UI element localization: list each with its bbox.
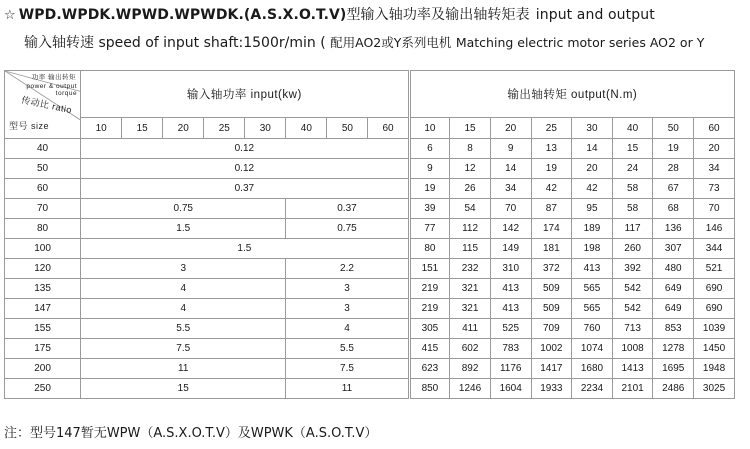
output-torque-cell: 602 bbox=[450, 339, 491, 359]
table-row bbox=[5, 339, 735, 359]
title-models: WPD.WPDK.WPWD.WPWDK.(A.S.X.O.T.V) bbox=[18, 7, 347, 23]
ratio-out-25: 25 bbox=[531, 118, 572, 139]
star-icon: ☆ bbox=[4, 8, 16, 23]
output-torque-cell: 344 bbox=[694, 239, 735, 259]
output-torque-cell: 117 bbox=[612, 219, 653, 239]
subtitle-paren-en: Matching electric motor series AO2 or Y bbox=[455, 35, 705, 50]
output-torque-cell: 142 bbox=[490, 219, 531, 239]
ratio-in-60: 60 bbox=[368, 118, 409, 139]
output-torque-cell: 1246 bbox=[450, 379, 491, 399]
ratio-in-20: 20 bbox=[163, 118, 204, 139]
ratio-out-60: 60 bbox=[694, 118, 735, 139]
input-power-cell: 1.5 bbox=[81, 239, 409, 259]
output-torque-cell: 68 bbox=[653, 199, 694, 219]
output-torque-cell: 623 bbox=[409, 359, 450, 379]
power-torque-table bbox=[4, 70, 735, 399]
input-power-cell: 4 bbox=[81, 279, 286, 299]
ratio-out-40: 40 bbox=[612, 118, 653, 139]
output-torque-cell: 20 bbox=[572, 159, 613, 179]
output-torque-cell: 3025 bbox=[694, 379, 735, 399]
size-cell: 147 bbox=[5, 299, 81, 319]
output-torque-cell: 892 bbox=[450, 359, 491, 379]
output-torque-cell: 521 bbox=[694, 259, 735, 279]
output-torque-cell: 713 bbox=[612, 319, 653, 339]
input-power-cell: 4 bbox=[286, 319, 409, 339]
output-torque-cell: 42 bbox=[572, 179, 613, 199]
output-torque-cell: 14 bbox=[572, 139, 613, 159]
output-torque-cell: 115 bbox=[450, 239, 491, 259]
corner-power-cn: 功率 输出转矩 bbox=[31, 74, 77, 81]
output-torque-cell: 321 bbox=[450, 279, 491, 299]
output-torque-cell: 67 bbox=[653, 179, 694, 199]
output-torque-cell: 565 bbox=[572, 279, 613, 299]
input-power-cell: 5.5 bbox=[286, 339, 409, 359]
output-torque-cell: 1680 bbox=[572, 359, 613, 379]
table-row bbox=[5, 199, 735, 219]
title-cn: 型输入轴功率及输出轴转矩表 bbox=[346, 7, 530, 23]
output-torque-cell: 1604 bbox=[490, 379, 531, 399]
output-torque-cell: 260 bbox=[612, 239, 653, 259]
output-torque-cell: 19 bbox=[531, 159, 572, 179]
output-torque-cell: 34 bbox=[694, 159, 735, 179]
output-torque-cell: 509 bbox=[531, 299, 572, 319]
ratio-out-30: 30 bbox=[572, 118, 613, 139]
output-torque-cell: 151 bbox=[409, 259, 450, 279]
output-torque-cell: 13 bbox=[531, 139, 572, 159]
input-power-cell: 3 bbox=[286, 299, 409, 319]
output-torque-cell: 42 bbox=[531, 179, 572, 199]
table-row bbox=[5, 159, 735, 179]
output-torque-cell: 24 bbox=[612, 159, 653, 179]
input-power-cell: 7.5 bbox=[81, 339, 286, 359]
output-torque-cell: 1002 bbox=[531, 339, 572, 359]
size-cell: 155 bbox=[5, 319, 81, 339]
output-torque-cell: 70 bbox=[490, 199, 531, 219]
output-torque-cell: 1008 bbox=[612, 339, 653, 359]
input-power-cell: 3 bbox=[286, 279, 409, 299]
output-torque-cell: 850 bbox=[409, 379, 450, 399]
input-power-header: 输入轴功率 input(kw) bbox=[81, 71, 409, 118]
output-torque-cell: 9 bbox=[409, 159, 450, 179]
ratio-in-10: 10 bbox=[81, 118, 122, 139]
output-torque-cell: 565 bbox=[572, 299, 613, 319]
output-torque-cell: 87 bbox=[531, 199, 572, 219]
output-torque-cell: 95 bbox=[572, 199, 613, 219]
table-row bbox=[5, 259, 735, 279]
output-torque-cell: 480 bbox=[653, 259, 694, 279]
footnote: 注：型号147暂无WPW（A.S.X.O.T.V）及WPWK（A.S.O.T.V） bbox=[4, 426, 378, 441]
table-row bbox=[5, 279, 735, 299]
output-torque-cell: 2101 bbox=[612, 379, 653, 399]
output-torque-cell: 305 bbox=[409, 319, 450, 339]
output-torque-cell: 58 bbox=[612, 199, 653, 219]
output-torque-cell: 77 bbox=[409, 219, 450, 239]
corner-power-en: power & output torque bbox=[26, 83, 78, 97]
output-torque-cell: 542 bbox=[612, 279, 653, 299]
output-torque-cell: 307 bbox=[653, 239, 694, 259]
table-row bbox=[5, 179, 735, 199]
output-torque-cell: 112 bbox=[450, 219, 491, 239]
ratio-out-20: 20 bbox=[490, 118, 531, 139]
input-power-cell: 11 bbox=[81, 359, 286, 379]
output-torque-cell: 392 bbox=[612, 259, 653, 279]
size-cell: 80 bbox=[5, 219, 81, 239]
input-power-cell: 4 bbox=[81, 299, 286, 319]
table-corner-header bbox=[5, 71, 81, 139]
output-torque-cell: 853 bbox=[653, 319, 694, 339]
input-power-cell: 7.5 bbox=[286, 359, 409, 379]
output-torque-cell: 709 bbox=[531, 319, 572, 339]
table-row bbox=[5, 319, 735, 339]
size-cell: 120 bbox=[5, 259, 81, 279]
subtitle-cn: 输入轴转速 bbox=[24, 35, 94, 51]
ratio-out-50: 50 bbox=[653, 118, 694, 139]
output-torque-cell: 174 bbox=[531, 219, 572, 239]
output-torque-cell: 136 bbox=[653, 219, 694, 239]
output-torque-cell: 6 bbox=[409, 139, 450, 159]
input-power-cell: 11 bbox=[286, 379, 409, 399]
input-power-cell: 2.2 bbox=[286, 259, 409, 279]
table-row bbox=[5, 239, 735, 259]
output-torque-cell: 411 bbox=[450, 319, 491, 339]
output-torque-cell: 1039 bbox=[694, 319, 735, 339]
output-torque-cell: 649 bbox=[653, 299, 694, 319]
size-cell: 100 bbox=[5, 239, 81, 259]
input-power-cell: 0.75 bbox=[81, 199, 286, 219]
output-torque-cell: 413 bbox=[490, 299, 531, 319]
output-torque-cell: 413 bbox=[572, 259, 613, 279]
output-torque-cell: 80 bbox=[409, 239, 450, 259]
output-torque-cell: 34 bbox=[490, 179, 531, 199]
input-power-cell: 15 bbox=[81, 379, 286, 399]
output-torque-cell: 12 bbox=[450, 159, 491, 179]
output-torque-cell: 783 bbox=[490, 339, 531, 359]
input-power-cell: 0.75 bbox=[286, 219, 409, 239]
size-cell: 60 bbox=[5, 179, 81, 199]
output-torque-cell: 146 bbox=[694, 219, 735, 239]
output-torque-cell: 28 bbox=[653, 159, 694, 179]
table-row bbox=[5, 139, 735, 159]
output-torque-cell: 509 bbox=[531, 279, 572, 299]
output-torque-cell: 690 bbox=[694, 279, 735, 299]
size-cell: 175 bbox=[5, 339, 81, 359]
output-torque-cell: 9 bbox=[490, 139, 531, 159]
output-torque-cell: 1074 bbox=[572, 339, 613, 359]
output-torque-cell: 1278 bbox=[653, 339, 694, 359]
output-torque-cell: 39 bbox=[409, 199, 450, 219]
table-row bbox=[5, 219, 735, 239]
output-torque-cell: 1695 bbox=[653, 359, 694, 379]
output-torque-cell: 1933 bbox=[531, 379, 572, 399]
subtitle bbox=[24, 32, 704, 52]
corner-ratio: 传动比 ratio bbox=[20, 94, 73, 116]
output-torque-cell: 58 bbox=[612, 179, 653, 199]
size-cell: 70 bbox=[5, 199, 81, 219]
output-torque-cell: 70 bbox=[694, 199, 735, 219]
output-torque-cell: 649 bbox=[653, 279, 694, 299]
output-torque-cell: 310 bbox=[490, 259, 531, 279]
output-torque-cell: 1948 bbox=[694, 359, 735, 379]
ratio-in-50: 50 bbox=[327, 118, 368, 139]
output-torque-cell: 219 bbox=[409, 279, 450, 299]
corner-size: 型号 size bbox=[9, 121, 50, 131]
output-torque-cell: 189 bbox=[572, 219, 613, 239]
output-torque-cell: 232 bbox=[450, 259, 491, 279]
output-torque-cell: 2486 bbox=[653, 379, 694, 399]
output-torque-cell: 19 bbox=[409, 179, 450, 199]
output-torque-cell: 413 bbox=[490, 279, 531, 299]
output-torque-cell: 8 bbox=[450, 139, 491, 159]
output-torque-cell: 321 bbox=[450, 299, 491, 319]
output-torque-cell: 1450 bbox=[694, 339, 735, 359]
output-torque-cell: 2234 bbox=[572, 379, 613, 399]
output-torque-cell: 690 bbox=[694, 299, 735, 319]
subtitle-paren-cn: 配用AO2或Y系列电机 bbox=[330, 35, 452, 50]
output-torque-cell: 198 bbox=[572, 239, 613, 259]
ratio-in-30: 30 bbox=[245, 118, 286, 139]
output-torque-cell: 73 bbox=[694, 179, 735, 199]
output-torque-header: 输出轴转矩 output(N.m) bbox=[409, 71, 734, 118]
table-body bbox=[5, 139, 735, 399]
ratio-in-15: 15 bbox=[122, 118, 163, 139]
output-torque-cell: 1176 bbox=[490, 359, 531, 379]
output-torque-cell: 26 bbox=[450, 179, 491, 199]
input-power-cell: 0.37 bbox=[286, 199, 409, 219]
size-cell: 50 bbox=[5, 159, 81, 179]
output-torque-cell: 525 bbox=[490, 319, 531, 339]
output-torque-cell: 181 bbox=[531, 239, 572, 259]
output-torque-cell: 54 bbox=[450, 199, 491, 219]
output-torque-cell: 149 bbox=[490, 239, 531, 259]
output-torque-cell: 15 bbox=[612, 139, 653, 159]
output-torque-cell: 760 bbox=[572, 319, 613, 339]
size-cell: 200 bbox=[5, 359, 81, 379]
title-en: input and output bbox=[535, 7, 655, 23]
table-row bbox=[5, 299, 735, 319]
ratio-out-15: 15 bbox=[450, 118, 491, 139]
size-cell: 40 bbox=[5, 139, 81, 159]
ratio-out-10: 10 bbox=[409, 118, 450, 139]
output-torque-cell: 1413 bbox=[612, 359, 653, 379]
ratio-in-40: 40 bbox=[286, 118, 327, 139]
input-power-cell: 3 bbox=[81, 259, 286, 279]
input-power-cell: 0.12 bbox=[81, 139, 409, 159]
output-torque-cell: 19 bbox=[653, 139, 694, 159]
output-torque-cell: 14 bbox=[490, 159, 531, 179]
ratio-in-25: 25 bbox=[204, 118, 245, 139]
output-torque-cell: 20 bbox=[694, 139, 735, 159]
input-power-cell: 5.5 bbox=[81, 319, 286, 339]
output-torque-cell: 1417 bbox=[531, 359, 572, 379]
size-cell: 250 bbox=[5, 379, 81, 399]
page-title bbox=[4, 4, 750, 24]
table-row bbox=[5, 379, 735, 399]
output-torque-cell: 415 bbox=[409, 339, 450, 359]
subtitle-en: speed of input shaft:1500r/min ( bbox=[98, 35, 326, 51]
output-torque-cell: 372 bbox=[531, 259, 572, 279]
table-row bbox=[5, 359, 735, 379]
size-cell: 135 bbox=[5, 279, 81, 299]
output-torque-cell: 542 bbox=[612, 299, 653, 319]
input-power-cell: 1.5 bbox=[81, 219, 286, 239]
output-torque-cell: 219 bbox=[409, 299, 450, 319]
input-power-cell: 0.12 bbox=[81, 159, 409, 179]
input-power-cell: 0.37 bbox=[81, 179, 409, 199]
